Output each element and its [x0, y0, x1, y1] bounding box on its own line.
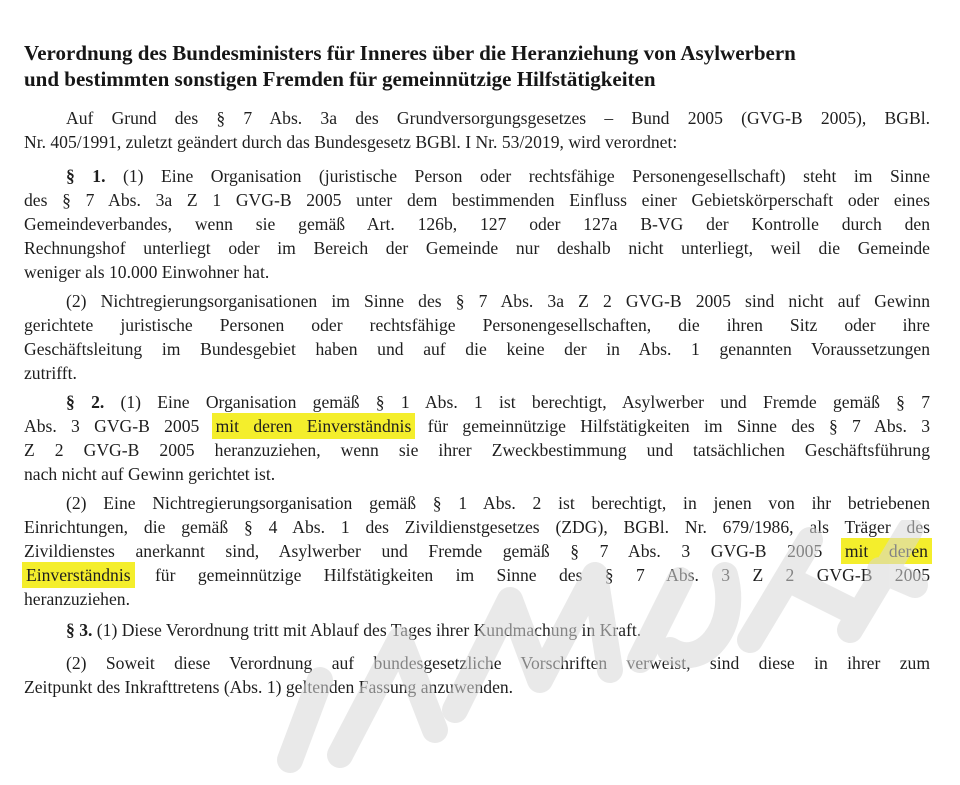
- text-line: Geschäftsleitung im Bundesgebiet haben und auf die keine der in Abs. 1 genannten Voraussetzungen: [24, 339, 930, 359]
- text-line: [24, 164, 930, 188]
- section-3-paragraph-2: [24, 651, 930, 699]
- text-line: heranzuziehen.: [24, 589, 130, 609]
- text-line: (2) Soweit diese Verordnung auf bundesgesetzliche Vorschriften verweist, sind diese in ihrer zum: [66, 653, 930, 673]
- text-line: Gemeindeverbandes, wenn sie gemäß Art. 126b, 127 oder 127a B-VG der Kontrolle durch den: [24, 214, 930, 234]
- text-line: [24, 414, 930, 438]
- section-marker: § 2.: [66, 392, 105, 412]
- text-line: [24, 390, 930, 414]
- section-marker: § 1.: [66, 166, 106, 186]
- text-line: nach nicht auf Gewinn gerichtet ist.: [24, 464, 276, 484]
- text-line: (2) Eine Nichtregierungsorganisation gemäß § 1 Abs. 2 ist berechtigt, in jenen von ihr betriebenen: [66, 493, 930, 513]
- text-line: Zeitpunkt des Inkrafttretens (Abs. 1) geltenden Fassung anzuwenden.: [24, 677, 514, 697]
- text-span: für gemeinnützige Hilfstätigkeiten im Sinne des § 7 Abs. 3: [427, 416, 930, 436]
- text-line: [24, 618, 930, 642]
- text-span: (1) Eine Organisation gemäß § 1 Abs. 1 ist berechtigt, Asylwerber und Fremde gemäß § 7: [104, 392, 930, 412]
- section-2-paragraph-1: [24, 390, 930, 486]
- section-3-paragraph-1: [24, 618, 930, 642]
- title-line: und bestimmten sonstigen Fremden für gemeinnützige Hilfstätigkeiten: [24, 67, 656, 91]
- highlighted-phrase: mit deren: [844, 541, 928, 561]
- text-span: für gemeinnützige Hilfstätigkeiten im Sinne des § 7 Abs. 3 Z 2 GVG-B 2005: [154, 565, 930, 585]
- section-1-paragraph-1: [24, 164, 930, 284]
- text-span: (1) Eine Organisation (juristische Person oder rechtsfähige Personengesellschaft) steht im Sinne: [105, 166, 931, 186]
- text-line: Z 2 GVG-B 2005 heranzuziehen, wenn sie ihrer Zweckbestimmung und tatsächlichen Geschäftsführung: [24, 440, 930, 460]
- section-2-paragraph-2: [24, 491, 930, 611]
- intro-paragraph: [24, 106, 930, 154]
- text-line: Rechnungshof unterliegt oder im Bereich der Gemeinde nur deshalb nicht unterliegt, weil die Gemeinde: [24, 238, 930, 258]
- text-line: gerichtete juristische Personen oder rechtsfähige Personengesellschaften, die ihren Sitz oder ihre: [24, 315, 930, 335]
- text-span: Zivildienstes anerkannt sind, Asylwerber und Fremde gemäß § 7 Abs. 3 GVG-B 2005: [24, 541, 823, 561]
- text-line: zutrifft.: [24, 363, 77, 383]
- text-line: Nr. 405/1991, zuletzt geändert durch das Bundesgesetz BGBl. I Nr. 53/2019, wird verordnet:: [24, 132, 678, 152]
- document-title: [24, 40, 934, 92]
- section-1-paragraph-2: [24, 289, 930, 385]
- text-line: Einrichtungen, die gemäß § 4 Abs. 1 des Zivildienstgesetzes (ZDG), BGBl. Nr. 679/1986, als Träger des: [24, 517, 930, 537]
- highlighted-phrase: mit deren Einverständnis: [215, 416, 412, 436]
- section-marker: § 3.: [66, 620, 93, 640]
- text-span: (1) Diese Verordnung tritt mit Ablauf des Tages ihrer Kundmachung in Kraft.: [92, 620, 642, 640]
- text-line: weniger als 10.000 Einwohner hat.: [24, 262, 270, 282]
- text-line: [24, 539, 930, 563]
- text-line: [24, 563, 930, 587]
- text-line: (2) Nichtregierungsorganisationen im Sinne des § 7 Abs. 3a Z 2 GVG-B 2005 sind nicht auf Gewinn: [66, 291, 930, 311]
- text-line: Auf Grund des § 7 Abs. 3a des Grundversorgungsgesetzes – Bund 2005 (GVG-B 2005), BGBl.: [66, 108, 930, 128]
- highlighted-phrase: Einverständnis: [26, 565, 131, 585]
- title-line: Verordnung des Bundesministers für Inneres über die Heranziehung von Asylwerbern: [24, 41, 796, 65]
- text-span: Abs. 3 GVG-B 2005: [24, 416, 200, 436]
- text-line: des § 7 Abs. 3a Z 1 GVG-B 2005 unter dem bestimmenden Einfluss einer Gebietskörperschaft oder eines: [24, 190, 930, 210]
